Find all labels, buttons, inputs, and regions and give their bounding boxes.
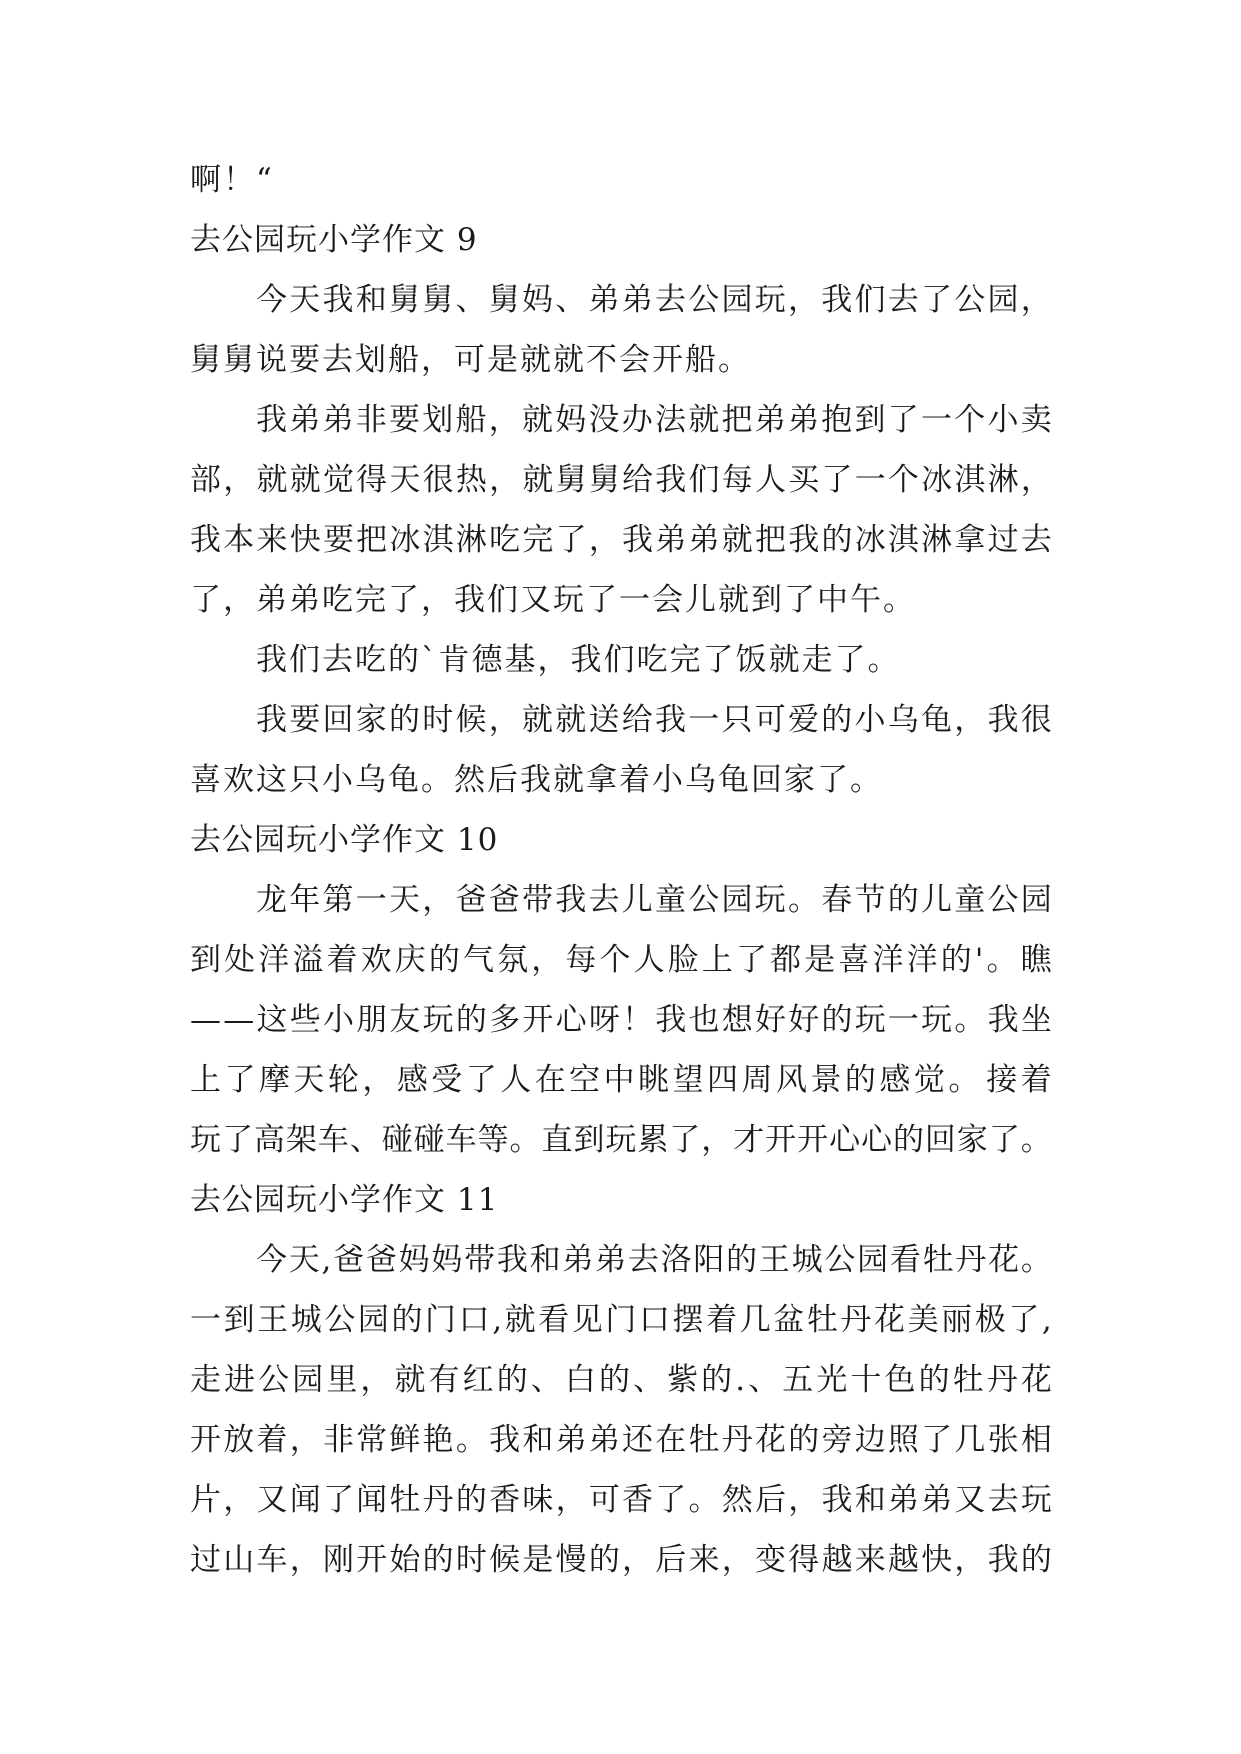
paragraph-line: 喜欢这只小乌龟。然后我就拿着小乌龟回家了。 [190,762,883,798]
paragraph-line: 到 处 洋 溢 着 欢 庆 的 气 氛 ， 每 个 人 脸 上 了 都 是 喜 洋 洋 的 ' 。 瞧 [190,942,1052,978]
section-heading-10: 去公园玩小学作文 10 [190,822,499,858]
paragraph-line: 走 进 公 园 里 ， 就 有 红 的 、 白 的 、 紫 的 . 、 五 光 十 色 的 牡 丹 花 [190,1362,1052,1398]
paragraph-line: 开 放 着 ， 非 常 鲜 艳 。 我 和 弟 弟 还 在 牡 丹 花 的 旁 边 照 了 几 张 相 [190,1422,1052,1458]
paragraph-line: 玩 了 高 架 车 、 碰 碰 车 等 。 直 到 玩 累 了 ， 才 开 开 心 心 的 回 家 了 。 [190,1122,1052,1158]
paragraph-line: 片 ， 又 闻 了 闻 牡 丹 的 香 味 ， 可 香 了 。 然 后 ， 我 和 弟 弟 又 去 玩 [190,1482,1052,1518]
paragraph-line: 舅舅说要去划船，可是就就不会开船。 [190,342,751,378]
paragraph-line: — — 这 些 小 朋 友 玩 的 多 开 心 呀 ！ 我 也 想 好 好 的 玩 一 玩 。 我 坐 [190,1002,1052,1038]
paragraph-line: 了，弟弟吃完了，我们又玩了一会儿就到了中午。 [190,582,916,618]
section-heading-9: 去公园玩小学作文 9 [190,222,478,258]
text-line: 啊！“ [190,162,274,198]
paragraph-line: 我 本 来 快 要 把 冰 淇 淋 吃 完 了 ， 我 弟 弟 就 把 我 的 冰 淇 淋 拿 过 去 [190,522,1052,558]
paragraph-line: 今 天 , 爸 爸 妈 妈 带 我 和 弟 弟 去 洛 阳 的 王 城 公 园 看 牡 丹 花 。 [256,1242,1052,1278]
paragraph-line: 龙 年 第 一 天 ， 爸 爸 带 我 去 儿 童 公 园 玩 。 春 节 的 儿 童 公 园 [256,882,1052,918]
paragraph-line: 过 山 车 ， 刚 开 始 的 时 候 是 慢 的 ， 后 来 ， 变 得 越 来 越 快 ， 我 的 [190,1542,1052,1578]
paragraph-line: 上 了 摩 天 轮 ， 感 受 了 人 在 空 中 眺 望 四 周 风 景 的 感 觉 。 接 着 [190,1062,1052,1098]
paragraph-line: 部 ， 就 就 觉 得 天 很 热 ， 就 舅 舅 给 我 们 每 人 买 了 一 个 冰 淇 淋 ， [190,462,1052,498]
document-page [190,150,1052,1590]
section-heading-11: 去公园玩小学作文 11 [190,1182,499,1218]
paragraph-line: 我 弟 弟 非 要 划 船 ， 就 妈 没 办 法 就 把 弟 弟 抱 到 了 一 个 小 卖 [256,402,1052,438]
paragraph-line: 我 要 回 家 的 时 候 ， 就 就 送 给 我 一 只 可 爱 的 小 乌 龟 ， 我 很 [256,702,1052,738]
paragraph-line: 我们去吃的`肯德基，我们吃完了饭就走了。 [256,642,901,678]
paragraph-line: 一 到 王 城 公 园 的 门 口 , 就 看 见 门 口 摆 着 几 盆 牡 丹 花 美 丽 极 了 , [190,1302,1052,1338]
paragraph-line: 今 天 我 和 舅 舅 、 舅 妈 、 弟 弟 去 公 园 玩 ， 我 们 去 了 公 园 ， [256,282,1052,318]
